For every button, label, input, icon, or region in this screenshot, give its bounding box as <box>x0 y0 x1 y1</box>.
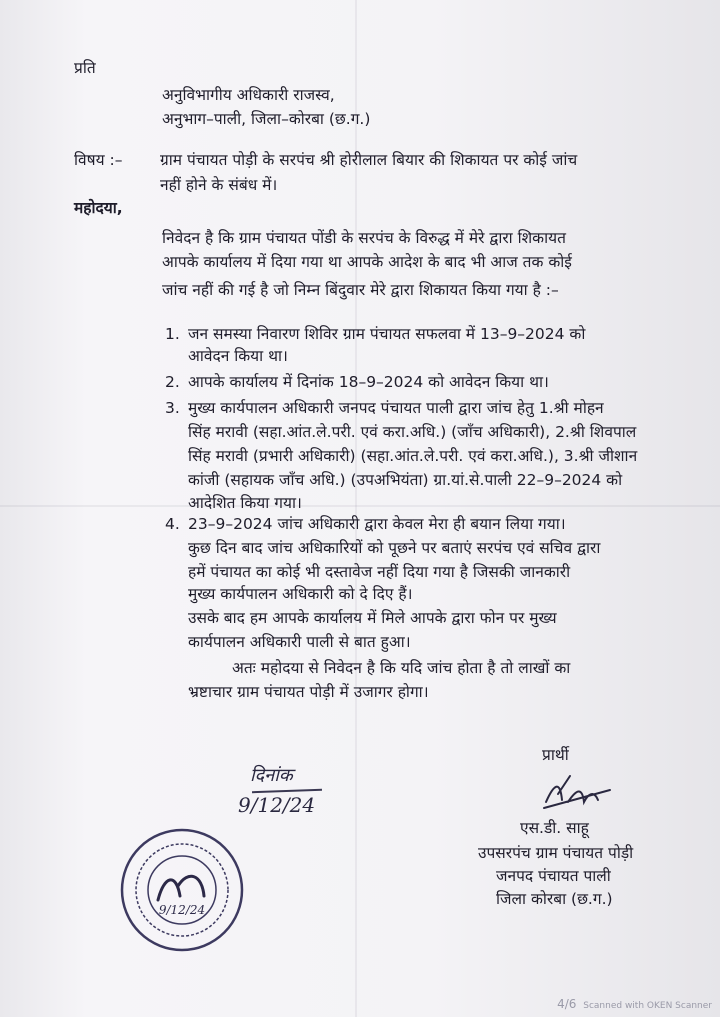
point-number: 4. <box>165 515 180 533</box>
point-1-line-2: आवेदन किया था। <box>188 347 288 365</box>
intro-line-3: जांच नहीं की गई है जो निम्न बिंदुवार मेरे द्वारा शिकायत किया गया है :– <box>162 281 559 299</box>
point-3-line-2: सिंह मरावी (सहा.आंत.ले.परी. एवं करा.अधि.) (जाँच अधिकारी), 2.श्री शिवपाल <box>188 423 637 441</box>
scanner-footer <box>557 997 712 1011</box>
salutation: महोदया, <box>74 199 123 217</box>
intro-line-2: आपके कार्यालय में दिया गया था आपके आदेश के बाद भी आज तक कोई <box>162 253 572 271</box>
office-seal-stamp <box>118 826 246 954</box>
seal-handwritten-date: 9/12/24 <box>158 903 206 917</box>
point-4-line-4: मुख्य कार्यपालन अधिकारी को दे दिए हैं। <box>188 585 413 603</box>
subject-line-2: नहीं होने के संबंध में। <box>160 176 278 194</box>
point-1-line-1: जन समस्या निवारण शिविर ग्राम पंचायत सफलवा में 13–9–2024 को <box>188 325 586 343</box>
point-3-line-1: मुख्य कार्यपालन अधिकारी जनपद पंचायत पाली द्वारा जांच हेतु 1.श्री मोहन <box>188 399 604 417</box>
address-line-1: अनुविभागीय अधिकारी राजस्व, <box>162 86 335 104</box>
scanner-watermark: Scanned with OKEN Scanner <box>583 1001 712 1011</box>
page-number: 4/6 <box>557 997 577 1011</box>
signature-mark <box>540 772 620 816</box>
conclusion-line-2: भ्रष्टाचार ग्राम पंचायत पोड़ी में उजागर होगा। <box>188 683 429 701</box>
point-3-line-5: आदेशित किया गया। <box>188 494 302 512</box>
point-number: 3. <box>165 399 180 417</box>
point-4-line-1: 23–9–2024 जांच अधिकारी द्वारा केवल मेरा ही बयान लिया गया। <box>188 515 566 533</box>
handwritten-date-value: 9/12/24 <box>238 793 316 817</box>
signer-district: जिला कोरबा (छ.ग.) <box>496 890 613 908</box>
paper-fold-line <box>0 505 720 507</box>
point-4-line-2: कुछ दिन बाद जांच अधिकारियों को पूछने पर बताएं सरपंच एवं सचिव द्वारा <box>188 539 601 557</box>
point-number: 1. <box>165 325 180 343</box>
signer-designation: उपसरपंच ग्राम पंचायत पोड़ी <box>478 844 634 862</box>
point-4-line-5: उसके बाद हम आपके कार्यालय में मिले आपके द्वारा फोन पर मुख्य <box>188 609 557 627</box>
handwritten-date-label: दिनांक <box>250 765 293 786</box>
point-4-line-3: हमें पंचायत का कोई भी दस्तावेज नहीं दिया गया है जिसकी जानकारी <box>188 563 571 581</box>
subject-line-1: ग्राम पंचायत पोड़ी के सरपंच श्री होरीलाल बियार की शिकायत पर कोई जांच <box>160 151 578 169</box>
point-4-line-6: कार्यपालन अधिकारी पाली से बात हुआ। <box>188 633 411 651</box>
applicant-label: प्रार्थी <box>542 746 569 764</box>
intro-line-1: निवेदन है कि ग्राम पंचायत पोंडी के सरपंच के विरुद्ध में मेरे द्वारा शिकायत <box>162 229 566 247</box>
to-label: प्रति <box>74 59 96 77</box>
point-number: 2. <box>165 373 180 391</box>
signer-name: एस.डी. साहू <box>520 819 589 837</box>
conclusion-line-1: अतः महोदया से निवेदन है कि यदि जांच होता है तो लाखों का <box>232 659 571 677</box>
signer-office: जनपद पंचायत पाली <box>496 867 611 885</box>
address-line-2: अनुभाग–पाली, जिला–कोरबा (छ.ग.) <box>162 110 371 128</box>
subject-label: विषय :– <box>74 151 123 169</box>
point-3-line-3: सिंह मरावी (प्रभारी अधिकारी) (सहा.आंत.ले.परी. एवं करा.अधि.), 3.श्री जीशान <box>188 447 638 465</box>
point-2-line-1: आपके कार्यालय में दिनांक 18–9–2024 को आवेदन किया था। <box>188 373 549 391</box>
point-3-line-4: कांजी (सहायक जाँच अधि.) (उपअभियंता) ग्रा.यां.से.पाली 22–9–2024 को <box>188 471 623 489</box>
